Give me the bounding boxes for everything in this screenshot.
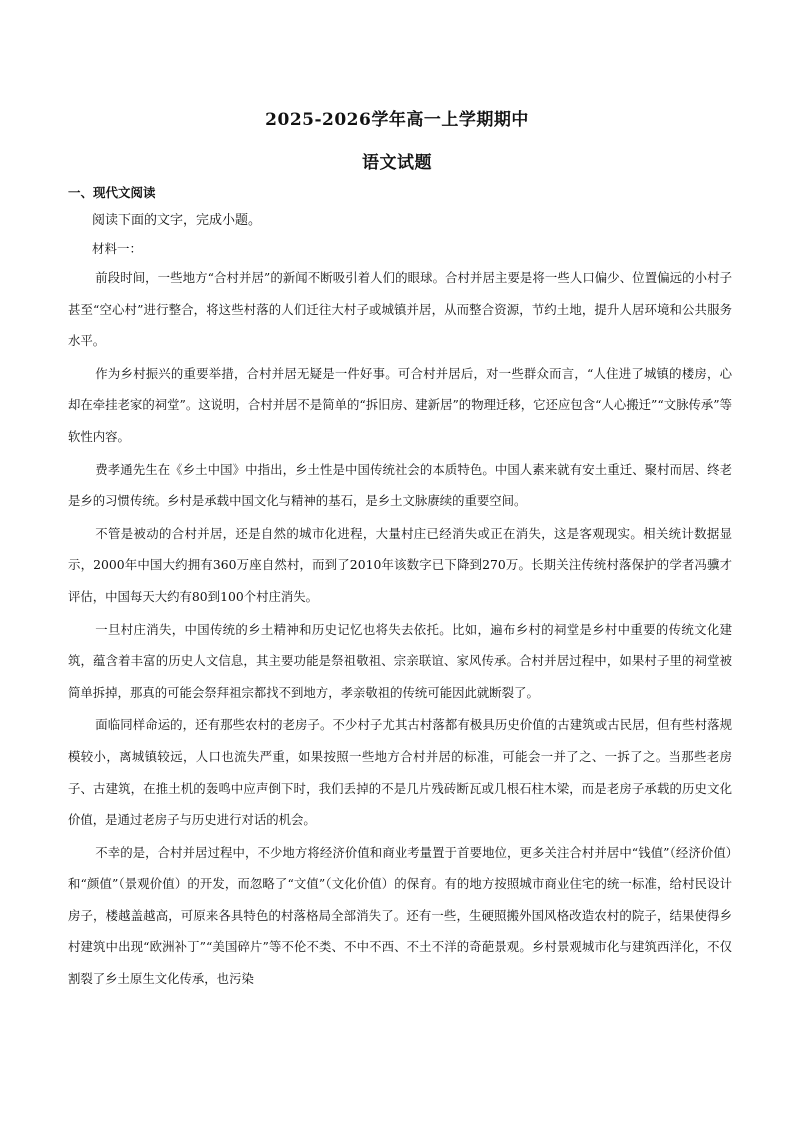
paragraph: 面临同样命运的，还有那些农村的老房子。不少村子尤其古村落都有极具历史价值的古建筑或古民居，但有些村落规模较小，离城镇较远，人口也流失严重，如果按照一些地方合村并居的标准，可能会一并了之、一拆了之。当那些老房子、古建筑，在推土机的轰鸣中应声倒下时，我们丢掉的不是几片残砖断瓦或几根石柱木梁，而是老房子承载的历史文化价值，是通过老房子与历史进行对话的机会。 [68,717,732,828]
exam-subject-title: 语文试题 [362,153,432,173]
paragraph: 费孝通先生在《乡土中国》中指出，乡土性是中国传统社会的本质特色。中国人素来就有安土重迁、聚村而居、终老是乡的习惯传统。乡村是承载中国文化与精神的基石，是乡土文脉赓续的重要空间。 [68,461,732,509]
section-heading: 一、现代文阅读 [68,185,156,200]
exam-title: 2025-2026学年高一上学期期中 [265,110,529,130]
paragraph: 不管是被动的合村并居，还是自然的城市化进程，大量村庄已经消失或正在消失，这是客观现实。相关统计数据显示，2000年中国大约拥有360万座自然村，而到了2010年该数字已下降到270万。长期关注传统村落保护的学者冯骥才评估，中国每天大约有80到100个村庄消失。 [68,525,732,604]
paragraph: 一旦村庄消失，中国传统的乡土精神和历史记忆也将失去依托。比如，遍布乡村的祠堂是乡村中重要的传统文化建筑，蕴含着丰富的历史人文信息，其主要功能是祭祖敬祖、宗亲联谊、家风传承。合村并居过程中，如果村子里的祠堂被简单拆掉，那真的可能会祭拜祖宗都找不到地方，孝亲敬祖的传统可能因此就断裂了。 [68,621,732,700]
paragraph: 前段时间，一些地方“合村并居”的新闻不断吸引着人们的眼球。合村并居主要是将一些人口偏少、位置偏远的小村子甚至“空心村”进行整合，将这些村落的人们迁往大村子或城镇并居，从而整合资源，节约土地，提升人居环境和公共服务水平。 [68,270,732,349]
article-body [68,262,732,996]
paragraph: 不幸的是，合村并居过程中，不少地方将经济价值和商业考量置于首要地位，更多关注合村并居中“钱值”（经济价值）和“颜值”（景观价值）的开发，而忽略了“文值”（文化价值）的保育。有的地方按照城市商业住宅的统一标准，给村民设计房子，楼越盖越高，可原来各具特色的村落格局全部消失了。还有一些，生硬照搬外国风格改造农村的院子，结果使得乡村建筑中出现“欧洲补丁”“美国碎片”等不伦不类、不中不西、不土不洋的奇葩景观。乡村景观城市化与建筑西洋化，不仅割裂了乡土原生文化传承，也污染 [68,844,732,987]
material-label: 材料一： [92,241,143,256]
paragraph: 作为乡村振兴的重要举措，合村并居无疑是一件好事。可合村并居后，对一些群众而言，“人住进了城镇的楼房，心却在牵挂老家的祠堂”。这说明，合村并居不是简单的“拆旧房、建新居”的物理迁移，它还应包含“人心搬迁”“文脉传承”等软性内容。 [68,365,732,444]
reading-instruction: 阅读下面的文字，完成小题。 [92,213,262,228]
